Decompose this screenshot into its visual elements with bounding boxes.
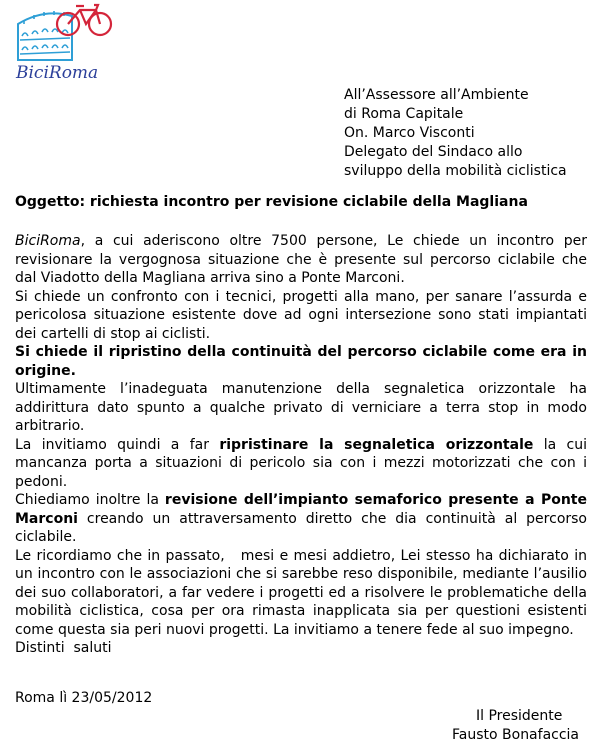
closing-salutation: Distinti saluti xyxy=(15,640,112,656)
recipient-line: di Roma Capitale xyxy=(344,106,464,122)
letter-subject: Oggetto: richiesta incontro per revisione ciclabile della Magliana xyxy=(15,194,528,210)
letter-date: Roma lì 23/05/2012 xyxy=(15,690,153,706)
paragraph-reminder: Le ricordiamo che in passato, mesi e mesi addietro, Lei stesso ha dichiarato in un incontro con le associazioni che si sarebbe reso disponibile, mediante l’ausilio dei suo collaboratori, a far vedere i progetti ed a risolvere le problematiche della mobilità ciclistica, cosa per ora rimasta inapplicata sia per questioni esistenti come questa sia peri nuovi progetti. La invitiamo a tenere fede al suo impegno. xyxy=(15,547,592,638)
signature-block xyxy=(452,707,579,745)
letter-body xyxy=(15,232,592,658)
paragraph-signage: La invitiamo quindi a far ripristinare la segnaletica orizzontale la cui mancanza porta a situazioni di pericolo sia con i mezzi motorizzati che con i pedoni. xyxy=(15,436,587,490)
paragraph-intro: BiciRoma, a cui aderiscono oltre 7500 persone, Le chiede un incontro per revisionare la vergognosa situazione che è presente sul percorso ciclabile che dal Viadotto della Magliana arriva sino a Ponte Marconi. xyxy=(15,233,587,286)
recipient-line: All’Assessore all’Ambiente xyxy=(344,87,529,103)
paragraph-maintenance: Ultimamente l’inadeguata manutenzione della segnaletica orizzontale ha addirittura dato spunto a qualche privato di verniciare a terra stop in modo arbitrario. xyxy=(15,381,587,434)
org-name: BiciRoma xyxy=(15,233,81,249)
biciroma-logo xyxy=(10,2,118,86)
recipient-line: On. Marco Visconti xyxy=(344,125,475,141)
paragraph-continuity: Si chiede il ripristino della continuità del percorso ciclabile come era in origine. xyxy=(15,344,587,379)
signature-role: Il Presidente xyxy=(476,708,563,724)
signature-name: Fausto Bonafaccia xyxy=(452,727,580,743)
colosseum-bicycle-icon xyxy=(10,2,118,86)
paragraph-request: Si chiede un confronto con i tecnici, progetti alla mano, per sanare l’assurda e pericolosa situazione esistente dove ad ogni intersezione sono stati impiantati dei cartelli di stop ai ciclisti. xyxy=(15,288,587,342)
recipient-address xyxy=(344,86,567,181)
recipient-line: sviluppo della mobilità ciclistica xyxy=(344,163,567,179)
logo-wordmark: BiciRoma xyxy=(16,63,99,83)
paragraph-traffic-light: Chiediamo inoltre la revisione dell’impianto semaforico presente a Ponte Marconi creando un attraversamento diretto che dia continuità al percorso ciclabile. xyxy=(15,492,587,545)
recipient-line: Delegato del Sindaco allo xyxy=(344,144,523,160)
